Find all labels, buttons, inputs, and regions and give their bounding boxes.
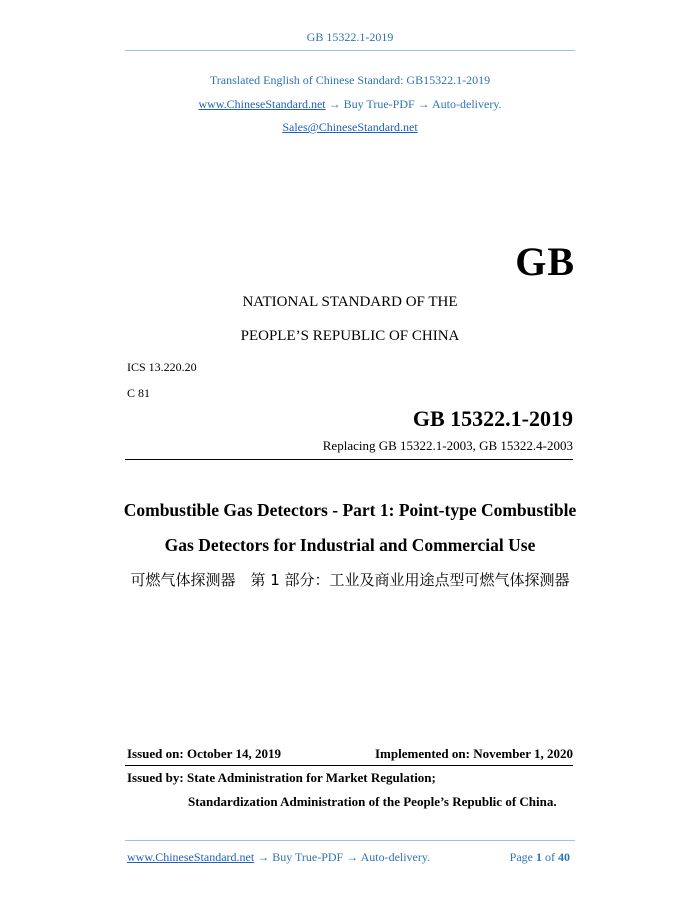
header-divider: [125, 50, 575, 51]
header-delivery-line: [0, 97, 700, 112]
implemented-on: Implemented on: November 1, 2020: [375, 746, 573, 761]
standard-number: GB 15322.1-2019: [412, 406, 573, 431]
replacing-note: Replacing GB 15322.1-2003, GB 15322.4-2003: [322, 438, 573, 453]
footer-divider: [125, 840, 575, 841]
page-total: 40: [558, 850, 570, 864]
footer-delivery-line: [127, 850, 430, 865]
title-line1: Combustible Gas Detectors - Part 1: Point-type Combustible: [123, 500, 577, 520]
ics-code: ICS 13.220.20: [127, 360, 197, 374]
footer-site-link[interactable]: www.ChineseStandard.net: [127, 850, 255, 864]
issued-by-line1: Issued by: State Administration for Market Regulation;: [127, 770, 436, 785]
title-line2: Gas Detectors for Industrial and Commercial Use: [164, 535, 536, 555]
email-line: [0, 120, 700, 135]
page-prefix: Page: [509, 850, 533, 864]
running-header: GB 15322.1-2019: [306, 30, 394, 44]
page-number: 1: [536, 850, 542, 864]
issued-by-line2: Standardization Administration of the People’s Republic of China.: [188, 794, 557, 809]
gb-logo: GB: [515, 239, 575, 284]
issue-divider: [125, 765, 573, 766]
issued-on: Issued on: October 14, 2019: [127, 746, 281, 761]
number-divider: [125, 459, 573, 460]
title-chinese: 可燃气体探测器 第 1 部分：工业及商业用途点型可燃气体探测器: [130, 571, 570, 589]
email-link[interactable]: Sales@ChineseStandard.net: [282, 120, 418, 134]
page-counter: [510, 850, 570, 865]
translation-note: Translated English of Chinese Standard: GB15322.1-2019: [209, 73, 491, 87]
ccs-code: C 81: [127, 386, 151, 400]
page-of: of: [545, 850, 555, 864]
site-link[interactable]: www.ChineseStandard.net: [198, 97, 326, 111]
footer-delivery-text: → Buy True-PDF → Auto-delivery.: [254, 850, 431, 864]
delivery-text: → Buy True-PDF → Auto-delivery.: [325, 97, 502, 111]
national-standard-line1: NATIONAL STANDARD OF THE: [242, 294, 458, 310]
national-standard-line2: PEOPLE’S REPUBLIC OF CHINA: [240, 328, 460, 344]
